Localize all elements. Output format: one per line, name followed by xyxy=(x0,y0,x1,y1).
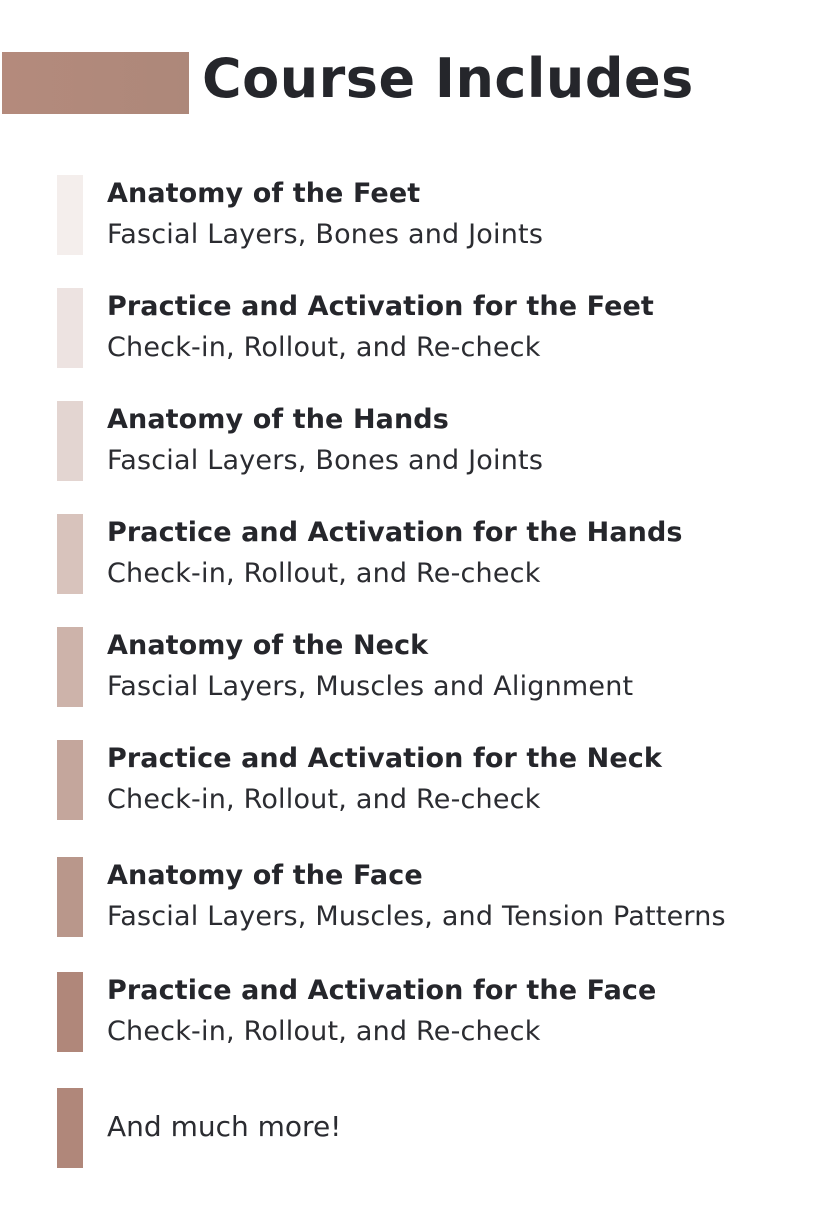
course-item-practice-feet xyxy=(0,288,840,368)
item-title: Practice and Activation for the Hands xyxy=(107,517,683,548)
page-title: Course Includes xyxy=(202,47,694,110)
item-title: Practice and Activation for the Neck xyxy=(107,743,662,774)
item-marker xyxy=(57,175,83,255)
item-subtitle: Fascial Layers, Muscles and Alignment xyxy=(107,671,634,702)
header-accent-bar xyxy=(2,52,189,114)
item-marker xyxy=(57,288,83,368)
item-marker xyxy=(57,1088,83,1168)
item-marker xyxy=(57,627,83,707)
course-item-anatomy-neck xyxy=(0,627,840,707)
course-item-practice-face xyxy=(0,972,840,1052)
item-subtitle: Fascial Layers, Muscles, and Tension Patterns xyxy=(107,901,726,932)
course-item-anatomy-face xyxy=(0,857,840,937)
item-title: Anatomy of the Face xyxy=(107,860,423,891)
item-marker xyxy=(57,514,83,594)
item-title: Practice and Activation for the Face xyxy=(107,975,657,1006)
item-title: Practice and Activation for the Feet xyxy=(107,291,654,322)
more-text: And much more! xyxy=(107,1110,342,1143)
course-item-anatomy-hands xyxy=(0,401,840,481)
page-header xyxy=(0,47,840,114)
item-subtitle: Fascial Layers, Bones and Joints xyxy=(107,445,544,476)
item-title: Anatomy of the Neck xyxy=(107,630,429,661)
item-subtitle: Fascial Layers, Bones and Joints xyxy=(107,219,544,250)
item-subtitle: Check-in, Rollout, and Re-check xyxy=(107,784,541,815)
item-marker xyxy=(57,857,83,937)
item-subtitle: Check-in, Rollout, and Re-check xyxy=(107,558,541,589)
item-title: Anatomy of the Hands xyxy=(107,404,449,435)
item-title: Anatomy of the Feet xyxy=(107,178,421,209)
item-marker xyxy=(57,740,83,820)
course-item-anatomy-feet xyxy=(0,175,840,255)
course-item-practice-neck xyxy=(0,740,840,820)
course-item-more xyxy=(0,1088,840,1168)
item-subtitle: Check-in, Rollout, and Re-check xyxy=(107,1016,541,1047)
item-marker xyxy=(57,972,83,1052)
item-subtitle: Check-in, Rollout, and Re-check xyxy=(107,332,541,363)
course-item-practice-hands xyxy=(0,514,840,594)
item-marker xyxy=(57,401,83,481)
